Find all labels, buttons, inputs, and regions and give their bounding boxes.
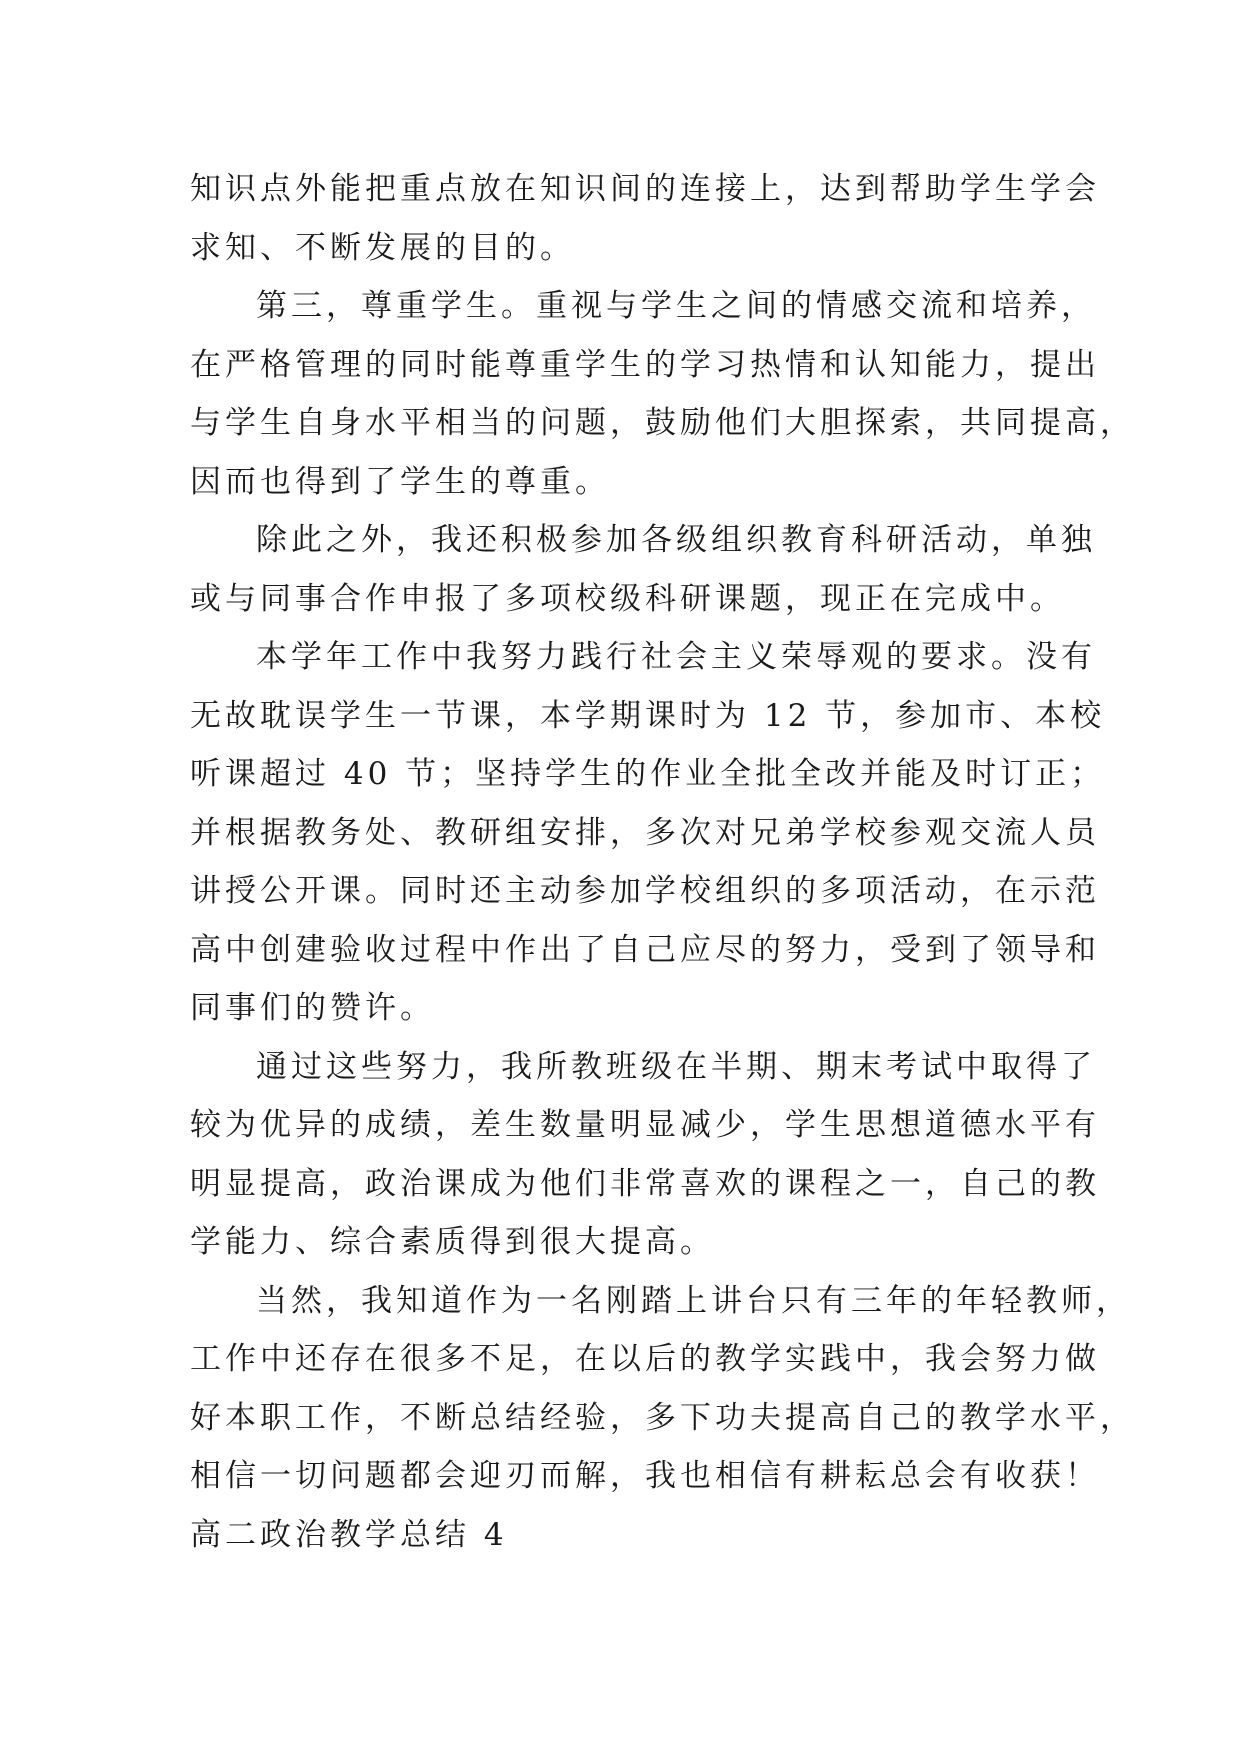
text-line: 本学年工作中我努力践行社会主义荣辱观的要求。没有 (256, 639, 1096, 675)
text-line: 听课超过 40 节；坚持学生的作业全批全改并能及时订正； (190, 756, 1106, 792)
text-line: 学能力、综合素质得到很大提高。 (190, 1224, 715, 1260)
text-line: 较为优异的成绩，差生数量明显减少，学生思想道德水平有 (190, 1107, 1100, 1143)
text-line: 知识点外能把重点放在知识间的连接上，达到帮助学生学会 (190, 171, 1100, 207)
text-line: 相信一切问题都会迎刃而解，我也相信有耕耘总会有收获！ (190, 1458, 1100, 1494)
text-line: 同事们的赞许。 (190, 990, 435, 1026)
text-line: 因而也得到了学生的尊重。 (190, 463, 610, 500)
text-line: 除此之外，我还积极参加各级组织教育科研活动，单独 (256, 522, 1096, 558)
text-line: 通过这些努力，我所教班级在半期、期末考试中取得了 (256, 1048, 1096, 1085)
text-line: 或与同事合作申报了多项校级科研课题，现正在完成中。 (190, 580, 1065, 617)
text-line: 并根据教务处、教研组安排，多次对兄弟学校参观交流人员 (190, 814, 1100, 851)
text-line: 第三，尊重学生。重视与学生之间的情感交流和培养， (256, 288, 1096, 324)
text-line: 无故耽误学生一节课，本学期课时为 12 节，参加市、本校 (190, 697, 1106, 734)
text-line: 求知、不断发展的目的。 (190, 229, 575, 266)
text-line: 讲授公开课。同时还主动参加学校组织的多项活动，在示范 (190, 873, 1100, 909)
text-line: 工作中还存在很多不足，在以后的教学实践中，我会努力做 (190, 1341, 1100, 1377)
document-body (190, 160, 1135, 1564)
text-line: 高中创建验收过程中作出了自己应尽的努力，受到了领导和 (190, 931, 1100, 968)
section-heading: 高二政治教学总结 4 (190, 1516, 508, 1553)
text-line: 明显提高，政治课成为他们非常喜欢的课程之一，自己的教 (190, 1165, 1100, 1202)
text-line: 当然，我知道作为一名刚踏上讲台只有三年的年轻教师， (256, 1282, 1131, 1319)
text-line: 与学生自身水平相当的问题，鼓励他们大胆探索，共同提高， (190, 405, 1135, 441)
text-line: 在严格管理的同时能尊重学生的学习热情和认知能力，提出 (190, 346, 1100, 383)
text-line: 好本职工作，不断总结经验，多下功夫提高自己的教学水平， (190, 1399, 1135, 1436)
